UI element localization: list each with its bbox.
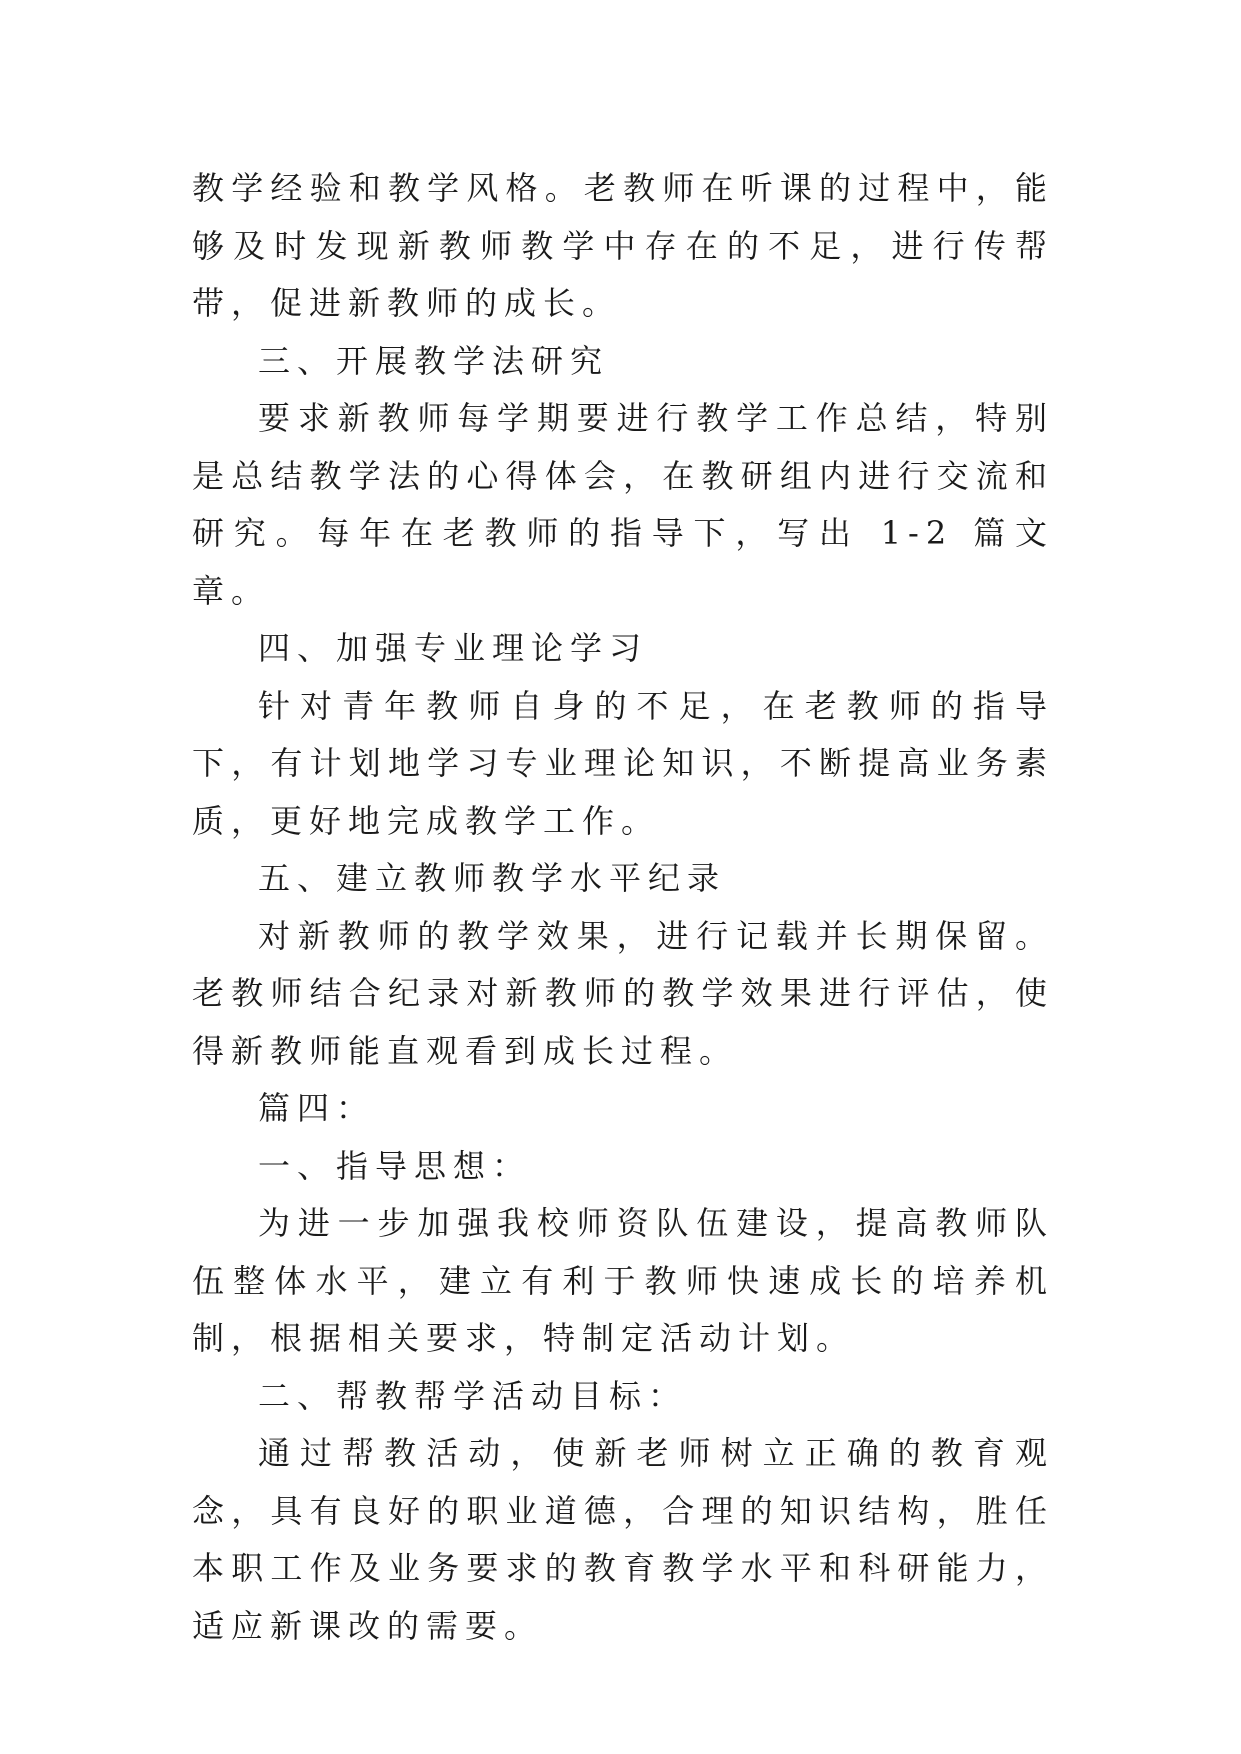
part-heading-4: 篇四：	[258, 1089, 376, 1127]
document-body	[192, 160, 1054, 1655]
paragraph-guiding-thought: 为进一步加强我校师资队伍建设，提高教师队伍整体水平，建立有利于教师快速成长的培养机制，根据相关要求，特制定活动计划。	[192, 1204, 1054, 1357]
paragraph-activity-goals: 通过帮教活动，使新老师树立正确的教育观念，具有良好的职业道德，合理的知识结构，胜任本职工作及业务要求的教育教学水平和科研能力，适应新课改的需要。	[192, 1434, 1054, 1645]
paragraph-teaching-record: 对新教师的教学效果，进行记载并长期保留。老教师结合纪录对新教师的教学效果进行评估，使得新教师能直观看到成长过程。	[192, 916, 1054, 1070]
section-heading-3: 三、开展教学法研究	[258, 341, 610, 380]
section-heading-5: 五、建立教师教学水平纪录	[258, 859, 727, 897]
paragraph-teaching-method-research: 要求新教师每学期要进行教学工作总结，特别是总结教学法的心得体会，在教研组内进行交流和研究。每年在老教师的指导下，写出 1-2 篇文章。	[192, 399, 1054, 610]
paragraph-continuation: 教学经验和教学风格。老教师在听课的过程中，能够及时发现新教师教学中存在的不足，进行传帮带，促进新教师的成长。	[192, 169, 1054, 322]
section-heading-activity-goals: 二、帮教帮学活动目标：	[258, 1376, 688, 1415]
section-heading-guiding-thought: 一、指导思想：	[258, 1146, 532, 1185]
section-heading-4: 四、加强专业理论学习	[258, 629, 649, 667]
paragraph-theory-study: 针对青年教师自身的不足，在老教师的指导下，有计划地学习专业理论知识，不断提高业务素质，更好地完成教学工作。	[192, 686, 1054, 840]
